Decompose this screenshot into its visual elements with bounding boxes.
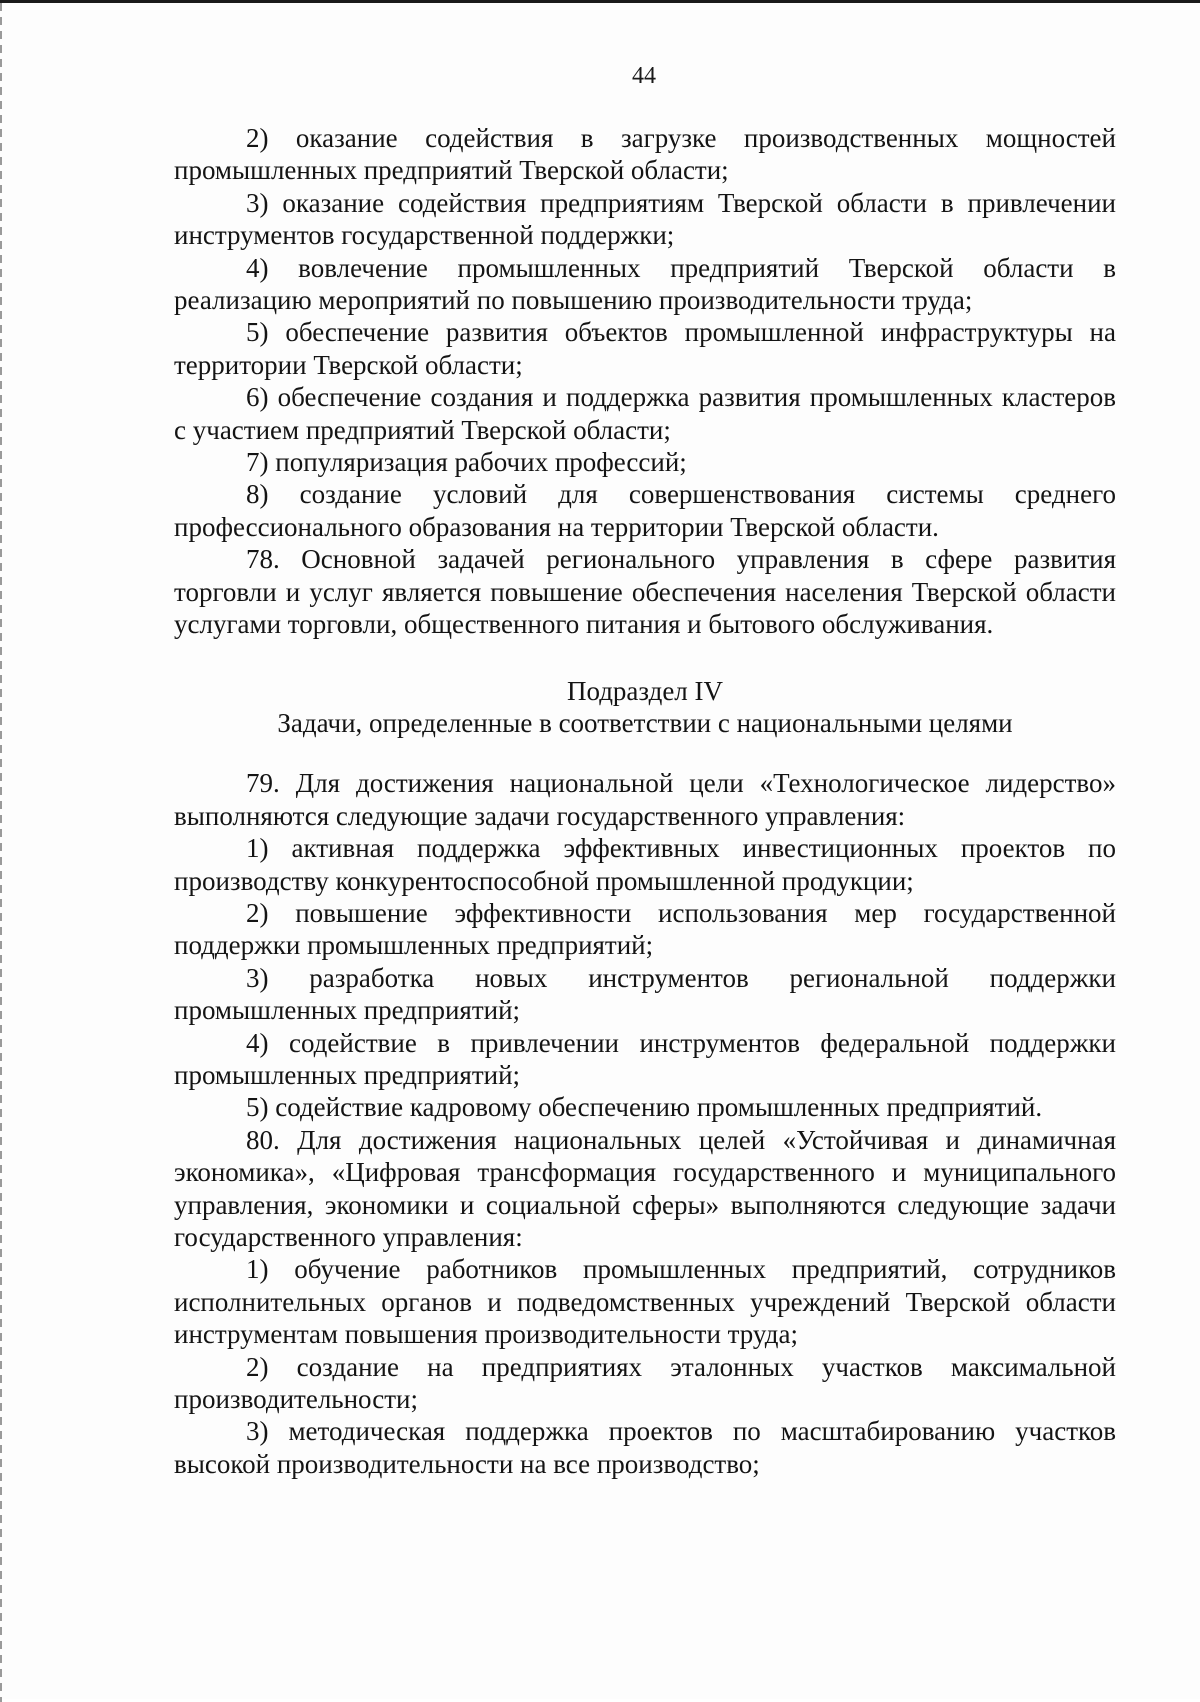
paragraph-80-item-1: 1) обучение работников промышленных предприятий, сотрудников исполнительных органов и подведомственных учреждений Тверской области инструментам повышения производительности труда;: [174, 1254, 1116, 1350]
subsection-title: Подраздел IV: [566, 675, 724, 706]
document-body: [174, 122, 1116, 1480]
paragraph-80-item-3: 3) методическая поддержка проектов по масштабированию участков высокой производительности на все производство;: [174, 1416, 1116, 1479]
paragraph-item-3: 3) оказание содействия предприятиям Тверской области в привлечении инструментов государственной поддержки;: [174, 187, 1116, 251]
page-number: 44: [632, 63, 656, 89]
subsection-subtitle: Задачи, определенные в соответствии с национальными целями: [277, 707, 1013, 738]
scan-edge: [0, 3, 2, 1702]
paragraph-79-item-3: 3) разработка новых инструментов региональной поддержки промышленных предприятий;: [174, 962, 1116, 1026]
spacer: [174, 739, 1116, 767]
paragraph-79: 79. Для достижения национальной цели «Технологическое лидерство» выполняются следующие задачи государственного управления:: [174, 768, 1116, 831]
paragraph-78: 78. Основной задачей регионального управления в сфере развития торговли и услуг является повышение обеспечения населения Тверской области услугами торговли, общественного питания и бытового обслуживания.: [174, 544, 1116, 640]
paragraph-item-7: 7) популяризация рабочих профессий;: [246, 447, 687, 478]
paragraph-item-2: 2) оказание содействия в загрузке производственных мощностей промышленных предприятий Тверской области;: [174, 123, 1116, 186]
paragraph-80: 80. Для достижения национальных целей «Устойчивая и динамичная экономика», «Цифровая трансформация государственного и муниципального управления, экономики и социальной сферы» выполняются следующие задачи государственного управления:: [174, 1124, 1116, 1252]
paragraph-79-item-1: 1) активная поддержка эффективных инвестиционных проектов по производству конкурентоспособной промышленной продукции;: [174, 833, 1116, 896]
paragraph-79-item-5: 5) содействие кадровому обеспечению промышленных предприятий.: [246, 1092, 1043, 1123]
paragraph-item-6: 6) обеспечение создания и поддержка развития промышленных кластеров с участием предприятий Тверской области;: [174, 382, 1116, 445]
paragraph-item-4: 4) вовлечение промышленных предприятий Тверской области в реализацию мероприятий по повышению производительности труда;: [174, 252, 1116, 316]
spacer: [174, 641, 1116, 675]
paragraph-item-8: 8) создание условий для совершенствования системы среднего профессионального образования на территории Тверской области.: [174, 479, 1116, 542]
paragraph-79-item-4: 4) содействие в привлечении инструментов федеральной поддержки промышленных предприятий;: [174, 1027, 1116, 1090]
paragraph-80-item-2: 2) создание на предприятиях эталонных участков максимальной производительности;: [174, 1351, 1116, 1415]
paragraph-79-item-2: 2) повышение эффективности использования мер государственной поддержки промышленных предприятий;: [174, 897, 1116, 961]
paragraph-item-5: 5) обеспечение развития объектов промышленной инфраструктуры на территории Тверской области;: [174, 317, 1116, 380]
